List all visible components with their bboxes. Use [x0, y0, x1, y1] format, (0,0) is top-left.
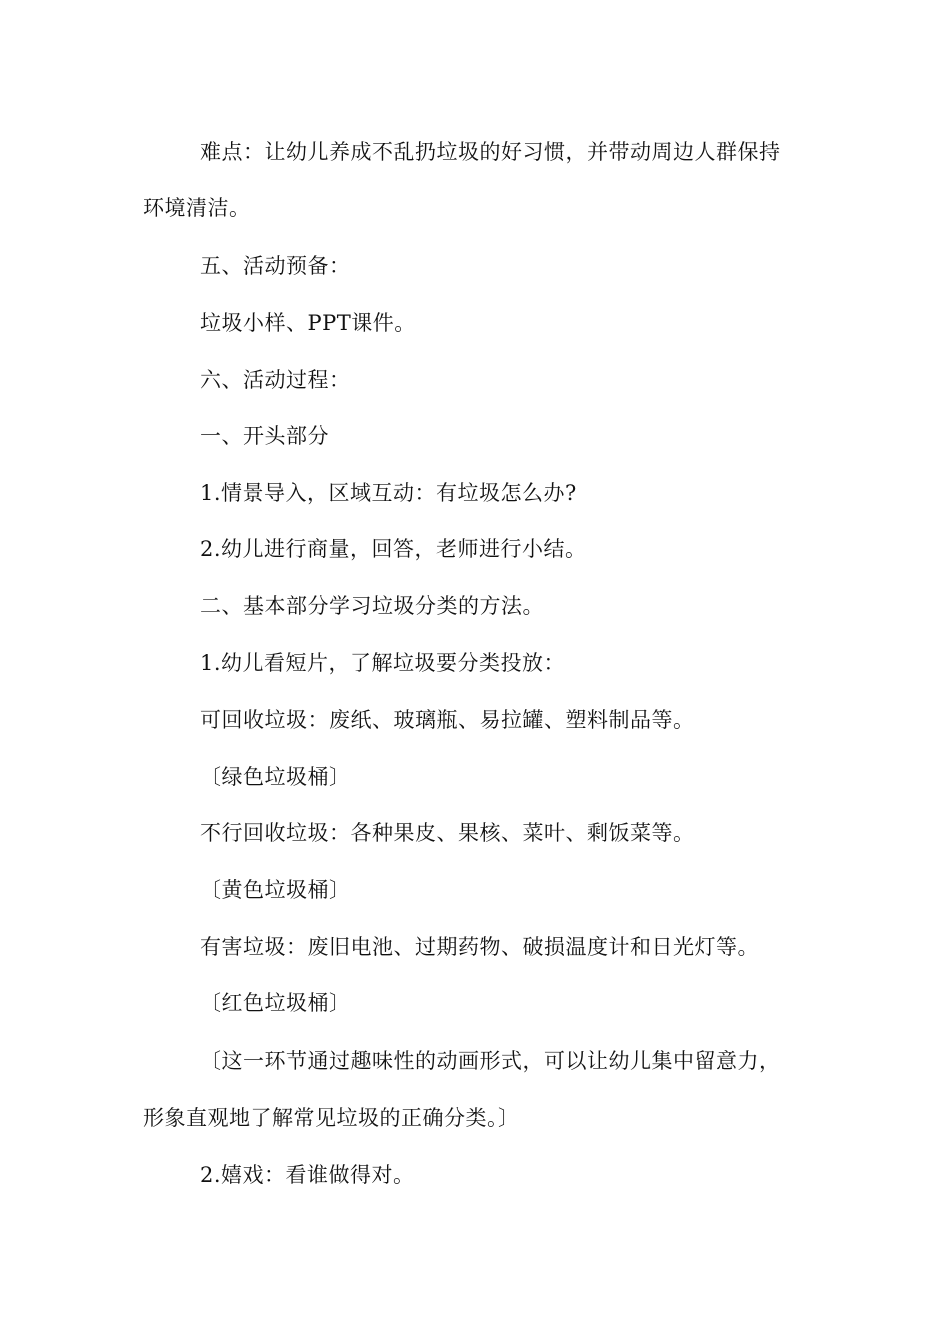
paragraph-nonrecyclable: 不行回收垃圾：各种果皮、果核、菜叶、剩饭菜等。 — [200, 821, 695, 845]
paragraph-difficulty-continued: 环境清洁。 — [143, 196, 251, 220]
list-item-video: 1.幼儿看短片，了解垃圾要分类投放： — [200, 651, 566, 675]
paragraph-hazardous: 有害垃圾：废旧电池、过期药物、破损温度计和日光灯等。 — [200, 935, 759, 959]
subheading-basic: 二、基本部分学习垃圾分类的方法。 — [200, 594, 544, 618]
list-item-game: 2.嬉戏：看谁做得对。 — [200, 1163, 415, 1187]
subheading-opening: 一、开头部分 — [200, 424, 329, 448]
list-item-1: 1.情景导入，区域互动：有垃圾怎么办? — [200, 481, 577, 505]
section-heading-process: 六、活动过程： — [200, 368, 351, 392]
list-item-2: 2.幼儿进行商量，回答，老师进行小结。 — [200, 537, 587, 561]
paragraph-difficulty: 难点：让幼儿养成不乱扔垃圾的好习惯，并带动周边人群保持 — [200, 140, 781, 164]
paragraph-recyclable: 可回收垃圾：废纸、玻璃瓶、易拉罐、塑料制品等。 — [200, 708, 695, 732]
note-yellow-bin: 〔黄色垃圾桶〕 — [200, 878, 351, 902]
paragraph-comment: 〔这一环节通过趣味性的动画形式，可以让幼儿集中留意力， — [200, 1049, 781, 1073]
paragraph-materials: 垃圾小样、PPT课件。 — [200, 311, 416, 335]
note-red-bin: 〔红色垃圾桶〕 — [200, 991, 351, 1015]
paragraph-comment-continued: 形象直观地了解常见垃圾的正确分类。〕 — [143, 1106, 520, 1130]
note-green-bin: 〔绿色垃圾桶〕 — [200, 765, 351, 789]
section-heading-preparation: 五、活动预备： — [200, 254, 351, 278]
